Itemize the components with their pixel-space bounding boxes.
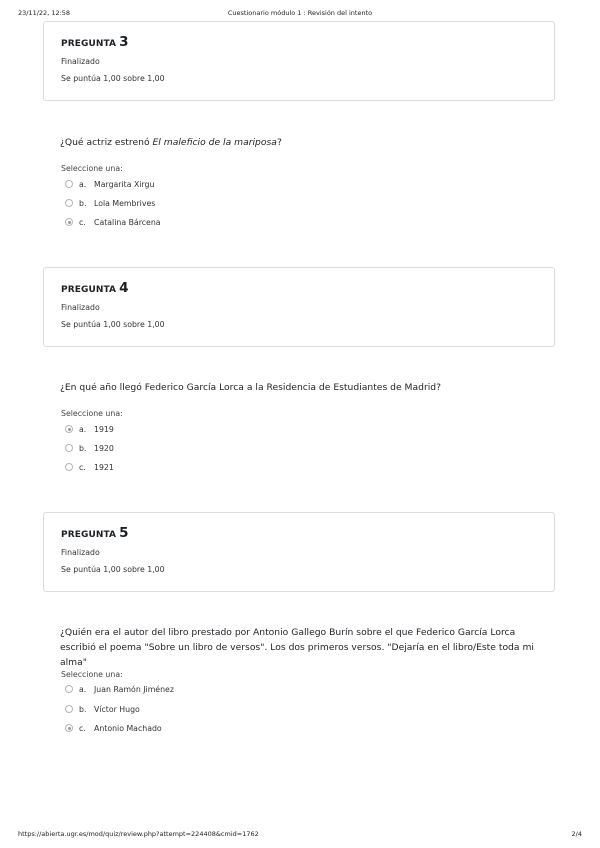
question-state-5: Finalizado — [61, 548, 100, 557]
answer-option-3c[interactable]: c. Catalina Bárcena — [65, 216, 161, 228]
answer-option-5b[interactable]: b. Víctor Hugo — [65, 703, 140, 715]
answer-option-5a[interactable]: a. Juan Ramón Jiménez — [65, 683, 174, 695]
question-text-3: ¿Qué actriz estrenó El maleficio de la mariposa? — [60, 137, 282, 148]
question-number-3: PREGUNTA 3 — [61, 34, 129, 50]
question-grade-3: Se puntúa 1,00 sobre 1,00 — [61, 74, 165, 83]
answer-option-4b[interactable]: b. 1920 — [65, 442, 114, 454]
answer-option-5c[interactable]: c. Antonio Machado — [65, 722, 162, 734]
radio-button[interactable] — [65, 199, 73, 207]
radio-button[interactable] — [65, 180, 73, 188]
answer-option-4a[interactable]: a. 1919 — [65, 423, 114, 435]
question-info-box-4 — [43, 267, 555, 347]
answer-prompt-4: Seleccione una: — [61, 409, 123, 418]
answer-prompt-3: Seleccione una: — [61, 164, 123, 173]
radio-button-checked[interactable] — [65, 218, 73, 226]
question-state-4: Finalizado — [61, 303, 100, 312]
answer-prompt-5: Seleccione una: — [61, 670, 123, 679]
answer-option-4c[interactable]: c. 1921 — [65, 461, 114, 473]
question-number-4: PREGUNTA 4 — [61, 280, 129, 296]
radio-button-checked[interactable] — [65, 425, 73, 433]
question-info-box-3 — [43, 21, 555, 101]
question-grade-5: Se puntúa 1,00 sobre 1,00 — [61, 565, 165, 574]
answer-option-3a[interactable]: a. Margarita Xirgu — [65, 178, 154, 190]
question-text-5: ¿Quién era el autor del libro prestado por Antonio Gallego Burín sobre el que Federico García Lorca escribió el poema "Sobre un libro de versos". Los dos primeros versos. "Dejaría en el libro/Este toda mi alma" — [60, 627, 534, 668]
print-url: https://abierta.ugr.es/mod/quiz/review.php?attempt=224408&cmid=1762 — [18, 830, 259, 838]
print-datetime: 23/11/22, 12:58 — [18, 9, 71, 17]
radio-button-checked[interactable] — [65, 724, 73, 732]
radio-button[interactable] — [65, 685, 73, 693]
question-state-3: Finalizado — [61, 57, 100, 66]
radio-button[interactable] — [65, 463, 73, 471]
print-page-number: 2/4 — [571, 830, 582, 838]
radio-button[interactable] — [65, 444, 73, 452]
question-number-5: PREGUNTA 5 — [61, 525, 129, 541]
answer-option-3b[interactable]: b. Lola Membrives — [65, 197, 155, 209]
question-grade-4: Se puntúa 1,00 sobre 1,00 — [61, 320, 165, 329]
radio-button[interactable] — [65, 705, 73, 713]
print-page-title: Cuestionario módulo 1 : Revisión del intento — [227, 9, 373, 17]
question-info-box-5 — [43, 512, 555, 592]
question-text-4: ¿En qué año llegó Federico García Lorca a la Residencia de Estudiantes de Madrid? — [60, 382, 441, 393]
